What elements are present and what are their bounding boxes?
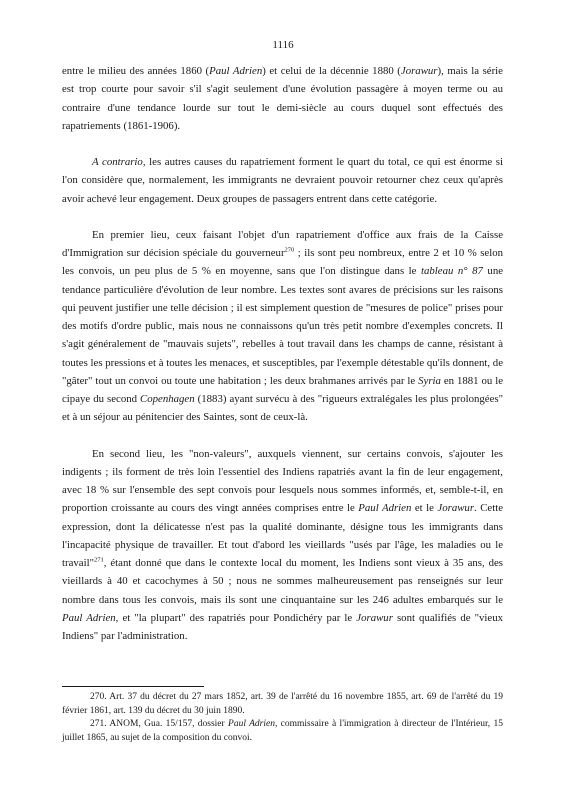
italic-text: A contrario [92,156,143,168]
italic-text: Syria [418,374,441,387]
text-run: ), mais la série est trop courte pour savoir s'il s'agit seulement d'une évolution passagère à moyen terme ou au contraire d'une tendance lourde sur tout le demi-siècle au cours duquel sont effectués des rapatriements (1861-1906). [62,65,503,132]
text-run: , les autres causes du rapatriement forment le quart du total, ce qui est énorme si l'on considère que, normalement, les immigrants ne devraient pouvoir retourner chez ceux qu'après avoir achevé leur engagement. Deux groupes de passagers entrent dans cette catégorie. [62,156,504,205]
body-text [62,62,503,663]
footnote [62,718,503,745]
italic-text: Paul Adrien [209,65,263,77]
text-run: , étant donné que dans le contexte local du moment, les Indiens sont vieux à 35 ans, des vieillards à 40 et cacochymes à 50 ; nous ne sommes malheureusement pas renseignés sur leur nombre dans tous les convois, mais ils sont une cinquantaine sur les 246 adultes embarqués sur le [62,557,503,606]
footnote-ref: 271 [94,556,104,564]
italic-text: Paul Adrien [62,611,116,624]
text-run: et le [411,502,438,515]
paragraph [62,62,503,135]
footnote-ref: 270 [284,246,295,254]
footnote [62,691,503,718]
text-run: , et "la plupart" des rapatriés pour Pondichéry par le [115,611,357,624]
footnote-divider [62,686,204,687]
page-number: 1116 [272,39,294,51]
text-run: sont qualifiés de "vieux Indiens" par l'administration. [62,611,503,642]
text-run: 270. Art. 37 du décret du 27 mars 1852, art. 39 de l'arrêté du 16 novembre 1855, art. 69 de l'arrêté du 19 février 1861, art. 139 du décret du 30 juin 1890. [62,692,503,716]
text-run: ) et celui de la décennie 1880 ( [262,65,401,77]
text-run: En premier lieu, ceux faisant l'objet d'un rapatriement d'office aux frais de la Caisse d'Immigration sur décision spéciale du gouverneur [62,228,503,259]
text-run: entre le milieu des années 1860 ( [62,65,210,77]
text-run: (1883) ayant survécu à des "rigueurs extralégales les plus prolongées" et à un séjour au pénitencier des Saintes, sont de ceux-là. [62,393,503,424]
text-run: En second lieu, les "non-valeurs", auxquels viennent, sur certains convois, s'ajouter les indigents ; ils forment de très loin l'essentiel des Indiens rapatriés avant la fin de leur engagement, avec 18 % sur l'ensemble des sept convois pour lesquels nous sommes informés, et, semble-t-il, en proportion croissante au cours des vingt années comprises entre le [62,447,503,515]
paragraph [62,445,503,646]
paragraph [62,153,503,208]
italic-text: tableau n° 87 [420,265,483,278]
italic-text: Paul Adrien [358,502,412,515]
text-run: une tendance particulière d'évolution de leur nombre. Les textes sont avares de précisions sur les raisons qui peuvent justifier une telle décision ; il est simplement question de "mesures de police" prises pour des motifs d'ordre public, mais nous ne connaissons qu'un très petit nombre d'exemples concrets. Il s'agit généralement de "mauvais sujets", rebelles à tout travail dans les champs de canne, résistant à toutes les pressions et à toutes les menaces, et susceptibles, par l'exemple détestable qu'ils donnent, de "gâter" tout un convoi ou toute une habitation ; les deux brahmanes arrivés par le [62,265,504,387]
italic-text: Jorawur [437,502,475,515]
italic-text: Jorawur [400,65,438,77]
italic-text: Jorawur [356,611,393,624]
text-run: en 1881 ou le cipaye du second [62,374,503,405]
text-run: 271. ANOM, Gua. 15/157, dossier [90,719,229,729]
footnotes [62,691,503,745]
text-run: . Cette expression, dont la délicatesse n'est pas la qualité dominante, désigne tous les immigrants dans l'incapacité physique de travailler. Et tout d'abord les vieillards "usés par l'âge, les maladies ou le travail" [62,502,503,569]
italic-text: Copenhagen [140,393,195,405]
text-run: , commissaire à l'immigration à directeur de l'Intérieur, 15 juillet 1865, au sujet de la composition du convoi. [62,719,503,743]
paragraph [62,226,503,427]
italic-text: Paul Adrien [228,719,275,729]
text-run: ; ils sont peu nombreux, entre 2 et 10 % selon les convois, un peu plus de 5 % en moyenne, sans que l'on distingue dans le [62,247,503,278]
